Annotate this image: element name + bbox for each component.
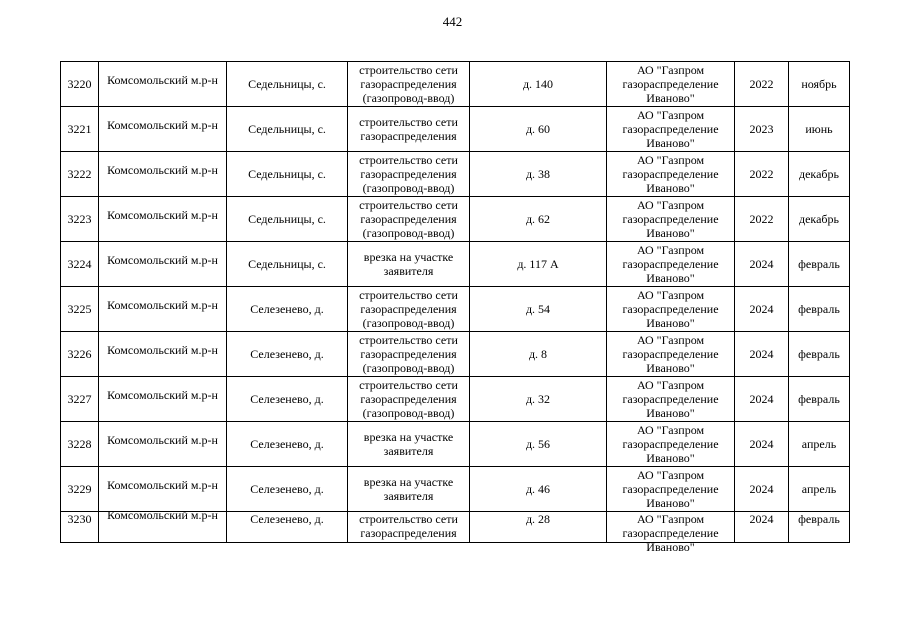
organization-cell (607, 512, 735, 554)
locality-cell (227, 62, 348, 107)
organization-cell-text: АО "Газпром газораспределение Иваново" (622, 512, 719, 554)
organization-cell (607, 107, 735, 152)
year-cell (735, 377, 789, 422)
locality-cell (227, 377, 348, 422)
year-cell (735, 62, 789, 107)
year-cell-text: 2024 (749, 257, 774, 271)
year-cell (735, 512, 789, 543)
address-cell (470, 62, 607, 107)
row-number-text: 3221 (67, 122, 92, 136)
row-number (61, 287, 99, 332)
locality-cell (227, 287, 348, 332)
district-cell (99, 377, 227, 422)
row-number (61, 242, 99, 287)
work-type-cell (348, 467, 470, 512)
work-type-cell (348, 332, 470, 377)
work-type-cell-text: строительство сети газораспределения (газопровод-ввод) (359, 153, 458, 195)
year-cell-text: 2022 (749, 212, 774, 226)
work-type-cell-text: строительство сети газораспределения (359, 115, 458, 143)
district-cell (99, 287, 227, 332)
month-cell-clip (792, 512, 846, 542)
page-number: 442 (442, 14, 463, 29)
organization-cell-text: АО "Газпром газораспределение Иваново" (622, 378, 719, 420)
row-number-clip (64, 512, 95, 542)
district-cell (99, 467, 227, 512)
month-cell-text: февраль (798, 302, 840, 316)
month-cell (789, 422, 850, 467)
year-cell-text: 2022 (749, 77, 774, 91)
locality-cell (227, 107, 348, 152)
organization-cell (607, 197, 735, 242)
district-cell-text: Комсомольский м.р-н (107, 118, 218, 132)
address-cell (470, 242, 607, 287)
locality-cell-text: Седельницы, с. (248, 212, 326, 226)
district-cell (99, 152, 227, 197)
organization-cell (607, 62, 735, 107)
locality-cell (227, 152, 348, 197)
month-cell-text: декабрь (799, 212, 839, 226)
month-cell (789, 287, 850, 332)
table-row (61, 287, 850, 332)
month-cell (789, 512, 850, 543)
month-cell-text: июнь (805, 122, 833, 136)
locality-cell-text: Селезенево, д. (250, 482, 324, 496)
organization-cell-text: АО "Газпром газораспределение Иваново" (622, 288, 719, 330)
address-cell (470, 107, 607, 152)
address-cell (470, 467, 607, 512)
organization-cell (607, 242, 735, 287)
work-type-cell (348, 107, 470, 152)
district-cell-text: Комсомольский м.р-н (107, 208, 218, 222)
year-cell-text: 2022 (749, 167, 774, 181)
row-number-text: 3224 (67, 257, 92, 271)
district-cell-clip (102, 508, 223, 538)
address-cell-text: д. 117 А (517, 257, 559, 271)
locality-cell-text: Селезенево, д. (250, 437, 324, 451)
locality-cell-text: Селезенево, д. (250, 302, 324, 316)
organization-cell (607, 422, 735, 467)
organization-cell (607, 152, 735, 197)
row-number (61, 512, 99, 543)
address-cell-text: д. 38 (525, 167, 551, 181)
year-cell-text: 2024 (749, 347, 774, 361)
month-cell-text: апрель (801, 437, 837, 451)
month-cell (789, 377, 850, 422)
organization-cell-text: АО "Газпром газораспределение Иваново" (622, 468, 719, 510)
address-cell-text: д. 60 (525, 122, 551, 136)
row-number-text: 3228 (67, 437, 92, 451)
work-type-cell (348, 377, 470, 422)
locality-cell-text: Седельницы, с. (248, 77, 326, 91)
district-cell-text: Комсомольский м.р-н (107, 433, 218, 447)
district-cell-text: Комсомольский м.р-н (107, 508, 218, 522)
organization-cell (607, 377, 735, 422)
district-cell (99, 422, 227, 467)
district-cell (99, 197, 227, 242)
organization-cell-text: АО "Газпром газораспределение Иваново" (622, 108, 719, 150)
district-cell-text: Комсомольский м.р-н (107, 478, 218, 492)
locality-cell-clip (230, 512, 344, 542)
work-type-cell-text: врезка на участке заявителя (363, 475, 454, 503)
month-cell-text: ноябрь (801, 77, 837, 91)
district-cell (99, 508, 227, 543)
row-number-text: 3225 (67, 302, 92, 316)
work-type-cell-text: строительство сети газораспределения (газопровод-ввод) (359, 63, 458, 105)
year-cell-text: 2024 (749, 437, 774, 451)
district-cell (99, 242, 227, 287)
work-type-cell-text: врезка на участке заявителя (363, 430, 454, 458)
district-cell-text: Комсомольский м.р-н (107, 388, 218, 402)
locality-cell-text: Селезенево, д. (250, 512, 324, 526)
address-cell (470, 152, 607, 197)
organization-cell-text: АО "Газпром газораспределение Иваново" (622, 423, 719, 465)
district-cell-text: Комсомольский м.р-н (107, 163, 218, 177)
address-cell-text: д. 54 (525, 302, 551, 316)
year-cell-text: 2024 (749, 482, 774, 496)
work-type-cell (348, 422, 470, 467)
work-type-cell-text: строительство сети газораспределения (газопровод-ввод) (359, 288, 458, 330)
locality-cell-text: Селезенево, д. (250, 347, 324, 361)
row-number (61, 62, 99, 107)
locality-cell-text: Седельницы, с. (248, 122, 326, 136)
year-cell-text: 2024 (749, 302, 774, 316)
district-cell-text: Комсомольский м.р-н (107, 343, 218, 357)
work-type-cell (348, 242, 470, 287)
table-row (61, 197, 850, 242)
address-cell-text: д. 140 (522, 77, 554, 91)
year-cell (735, 242, 789, 287)
district-cell (99, 62, 227, 107)
table-row (61, 107, 850, 152)
address-cell-clip (473, 512, 603, 542)
table-row (61, 62, 850, 107)
table-row (61, 512, 850, 543)
table-row (61, 332, 850, 377)
month-cell-text: апрель (801, 482, 837, 496)
year-cell-text: 2024 (749, 512, 774, 526)
table-row (61, 152, 850, 197)
year-cell (735, 152, 789, 197)
year-cell (735, 107, 789, 152)
address-cell-text: д. 46 (525, 482, 551, 496)
work-type-cell (348, 152, 470, 197)
address-cell-text: д. 28 (525, 512, 551, 526)
row-number-text: 3227 (67, 392, 92, 406)
locality-cell (227, 242, 348, 287)
month-cell (789, 197, 850, 242)
address-cell-text: д. 56 (525, 437, 551, 451)
address-cell (470, 422, 607, 467)
row-number (61, 152, 99, 197)
locality-cell-text: Селезенево, д. (250, 392, 324, 406)
locality-cell (227, 332, 348, 377)
year-cell (735, 287, 789, 332)
work-type-cell (348, 512, 470, 543)
month-cell (789, 107, 850, 152)
organization-cell-text: АО "Газпром газораспределение Иваново" (622, 333, 719, 375)
locality-cell (227, 422, 348, 467)
locality-cell (227, 467, 348, 512)
month-cell-text: февраль (798, 257, 840, 271)
month-cell (789, 242, 850, 287)
table-row (61, 467, 850, 512)
locality-cell (227, 197, 348, 242)
work-type-cell-clip (351, 512, 466, 542)
row-number (61, 332, 99, 377)
year-cell-text: 2023 (749, 122, 774, 136)
month-cell-text: февраль (798, 392, 840, 406)
district-cell-text: Комсомольский м.р-н (107, 298, 218, 312)
work-type-cell-text: строительство сети газораспределения (359, 512, 458, 540)
address-cell-text: д. 32 (525, 392, 551, 406)
row-number (61, 197, 99, 242)
address-cell (470, 197, 607, 242)
district-cell (99, 332, 227, 377)
address-cell (470, 377, 607, 422)
locality-cell (227, 512, 348, 543)
address-cell-text: д. 8 (528, 347, 548, 361)
organization-cell-text: АО "Газпром газораспределение Иваново" (622, 63, 719, 105)
district-cell (99, 107, 227, 152)
year-cell-clip (738, 512, 785, 542)
locality-cell-text: Седельницы, с. (248, 257, 326, 271)
row-number-text: 3230 (67, 512, 92, 526)
row-number-text: 3229 (67, 482, 92, 496)
row-number (61, 107, 99, 152)
table-row (61, 377, 850, 422)
gasification-table (60, 61, 850, 554)
year-cell (735, 332, 789, 377)
organization-cell (607, 467, 735, 512)
month-cell (789, 62, 850, 107)
locality-cell-text: Седельницы, с. (248, 167, 326, 181)
year-cell-text: 2024 (749, 392, 774, 406)
table-row (61, 242, 850, 287)
district-cell-text: Комсомольский м.р-н (107, 253, 218, 267)
work-type-cell (348, 62, 470, 107)
organization-cell-text: АО "Газпром газораспределение Иваново" (622, 153, 719, 195)
organization-cell (607, 287, 735, 332)
work-type-cell-text: строительство сети газораспределения (газопровод-ввод) (359, 378, 458, 420)
work-type-cell (348, 197, 470, 242)
month-cell-text: декабрь (799, 167, 839, 181)
month-cell (789, 467, 850, 512)
work-type-cell-text: строительство сети газораспределения (газопровод-ввод) (359, 333, 458, 375)
row-number-text: 3223 (67, 212, 92, 226)
year-cell (735, 197, 789, 242)
address-cell (470, 512, 607, 543)
district-cell-text: Комсомольский м.р-н (107, 73, 218, 87)
year-cell (735, 422, 789, 467)
organization-cell-text: АО "Газпром газораспределение Иваново" (622, 243, 719, 285)
table-row (61, 422, 850, 467)
organization-cell-clip (610, 512, 731, 554)
address-cell (470, 287, 607, 332)
year-cell (735, 467, 789, 512)
organization-cell-text: АО "Газпром газораспределение Иваново" (622, 198, 719, 240)
month-cell-text: февраль (798, 347, 840, 361)
work-type-cell (348, 287, 470, 332)
month-cell (789, 152, 850, 197)
organization-cell (607, 332, 735, 377)
row-number-text: 3220 (67, 77, 92, 91)
row-number-text: 3226 (67, 347, 92, 361)
row-number (61, 377, 99, 422)
row-number (61, 422, 99, 467)
address-cell (470, 332, 607, 377)
work-type-cell-text: врезка на участке заявителя (363, 250, 454, 278)
work-type-cell-text: строительство сети газораспределения (газопровод-ввод) (359, 198, 458, 240)
row-number-text: 3222 (67, 167, 92, 181)
row-number (61, 467, 99, 512)
month-cell-text: февраль (798, 512, 840, 526)
month-cell (789, 332, 850, 377)
address-cell-text: д. 62 (525, 212, 551, 226)
